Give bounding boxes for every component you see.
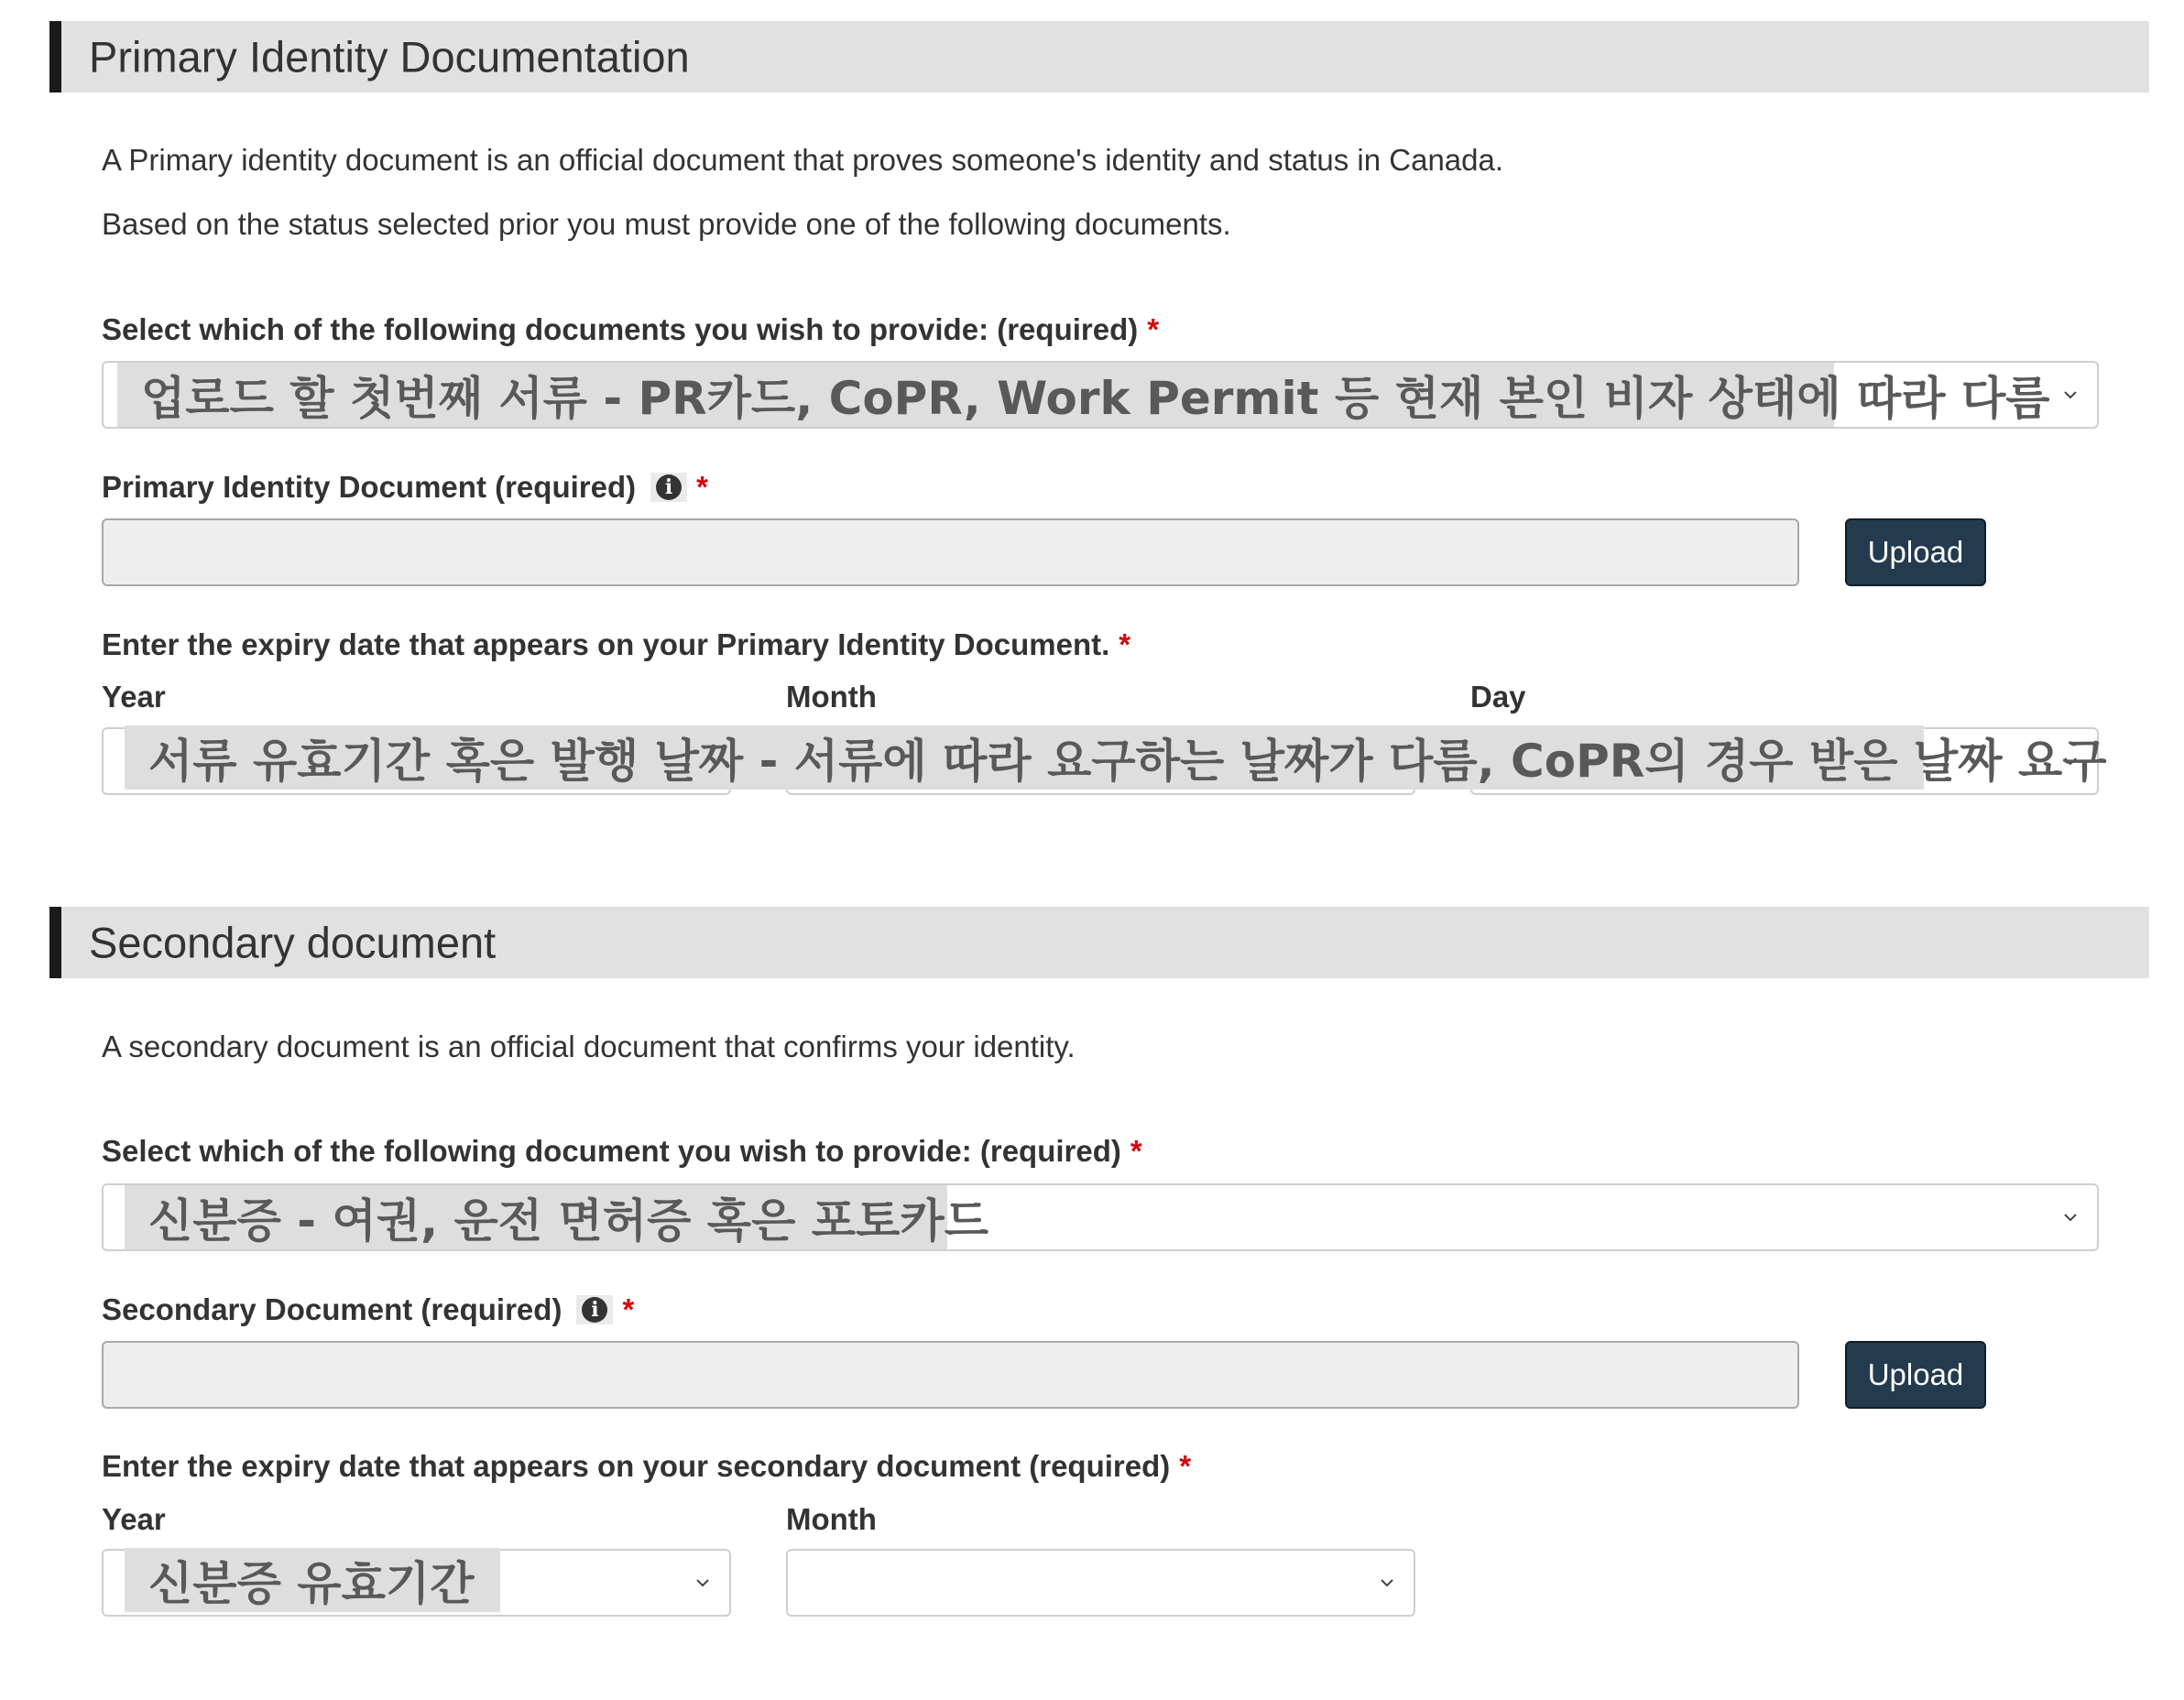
primary-select-label: Select which of the following documents you wish to provide: (required) * <box>102 312 1160 346</box>
secondary-document-label: Secondary Document (required) i * <box>102 1292 635 1326</box>
primary-month-label: Month <box>786 680 877 714</box>
secondary-month-label: Month <box>786 1502 877 1536</box>
required-marker: * <box>1147 312 1160 346</box>
info-button[interactable] <box>576 1295 613 1324</box>
primary-instruction: Based on the status selected prior you must provide one of the following documents. <box>102 207 1231 241</box>
chevron-down-icon <box>2060 385 2080 405</box>
primary-upload-button[interactable]: Upload <box>1845 518 1986 586</box>
secondary-select-label: Select which of the following document you wish to provide: (required) * <box>102 1134 1142 1168</box>
secondary-month-select[interactable] <box>786 1549 1415 1617</box>
secondary-year-label: Year <box>102 1502 166 1536</box>
primary-select-annotation: 업로드 할 첫번째 서류 - PR카드, CoPR, Work Permit 등 현재 본인 비자 상태에 따라 다름 <box>117 363 1834 427</box>
secondary-description: A secondary document is an official document that confirms your identity. <box>102 1030 1076 1063</box>
chevron-down-icon <box>1377 1573 1397 1593</box>
required-marker: * <box>1179 1449 1192 1483</box>
primary-expiry-label: Enter the expiry date that appears on your Primary Identity Document. * <box>102 627 1131 661</box>
info-button[interactable] <box>650 473 687 502</box>
primary-section-header <box>49 21 2149 93</box>
required-marker: * <box>1119 627 1131 661</box>
primary-document-label: Primary Identity Document (required) i * <box>102 470 708 504</box>
info-circle-icon: i <box>582 1297 607 1323</box>
secondary-section-title: Secondary document <box>89 918 497 967</box>
secondary-upload-button[interactable]: Upload <box>1845 1341 1986 1409</box>
primary-year-label: Year <box>102 680 166 714</box>
secondary-section-header <box>49 907 2149 978</box>
required-marker: * <box>696 470 708 504</box>
primary-description: A Primary identity document is an official document that proves someone's identity and status in Canada. <box>102 143 1504 177</box>
chevron-down-icon <box>2060 1207 2080 1227</box>
primary-section-title: Primary Identity Documentation <box>89 32 690 82</box>
primary-date-annotation: 서류 유효기간 혹은 발행 날짜 - 서류에 따라 요구하는 날짜가 다름, CoPR의 경우 받은 날짜 요구 <box>125 725 1924 790</box>
secondary-expiry-label: Enter the expiry date that appears on your secondary document (required) * <box>102 1449 1192 1483</box>
required-marker: * <box>1130 1134 1142 1168</box>
secondary-document-file-field[interactable] <box>102 1341 1799 1409</box>
primary-day-label: Day <box>1470 680 1526 714</box>
secondary-select-annotation: 신분증 - 여권, 운전 면허증 혹은 포토카드 <box>125 1185 947 1249</box>
primary-document-file-field[interactable] <box>102 518 1799 586</box>
info-circle-icon: i <box>656 474 682 500</box>
chevron-down-icon <box>693 1573 713 1593</box>
secondary-year-annotation: 신분증 유효기간 <box>125 1548 500 1612</box>
required-marker: * <box>622 1292 635 1326</box>
